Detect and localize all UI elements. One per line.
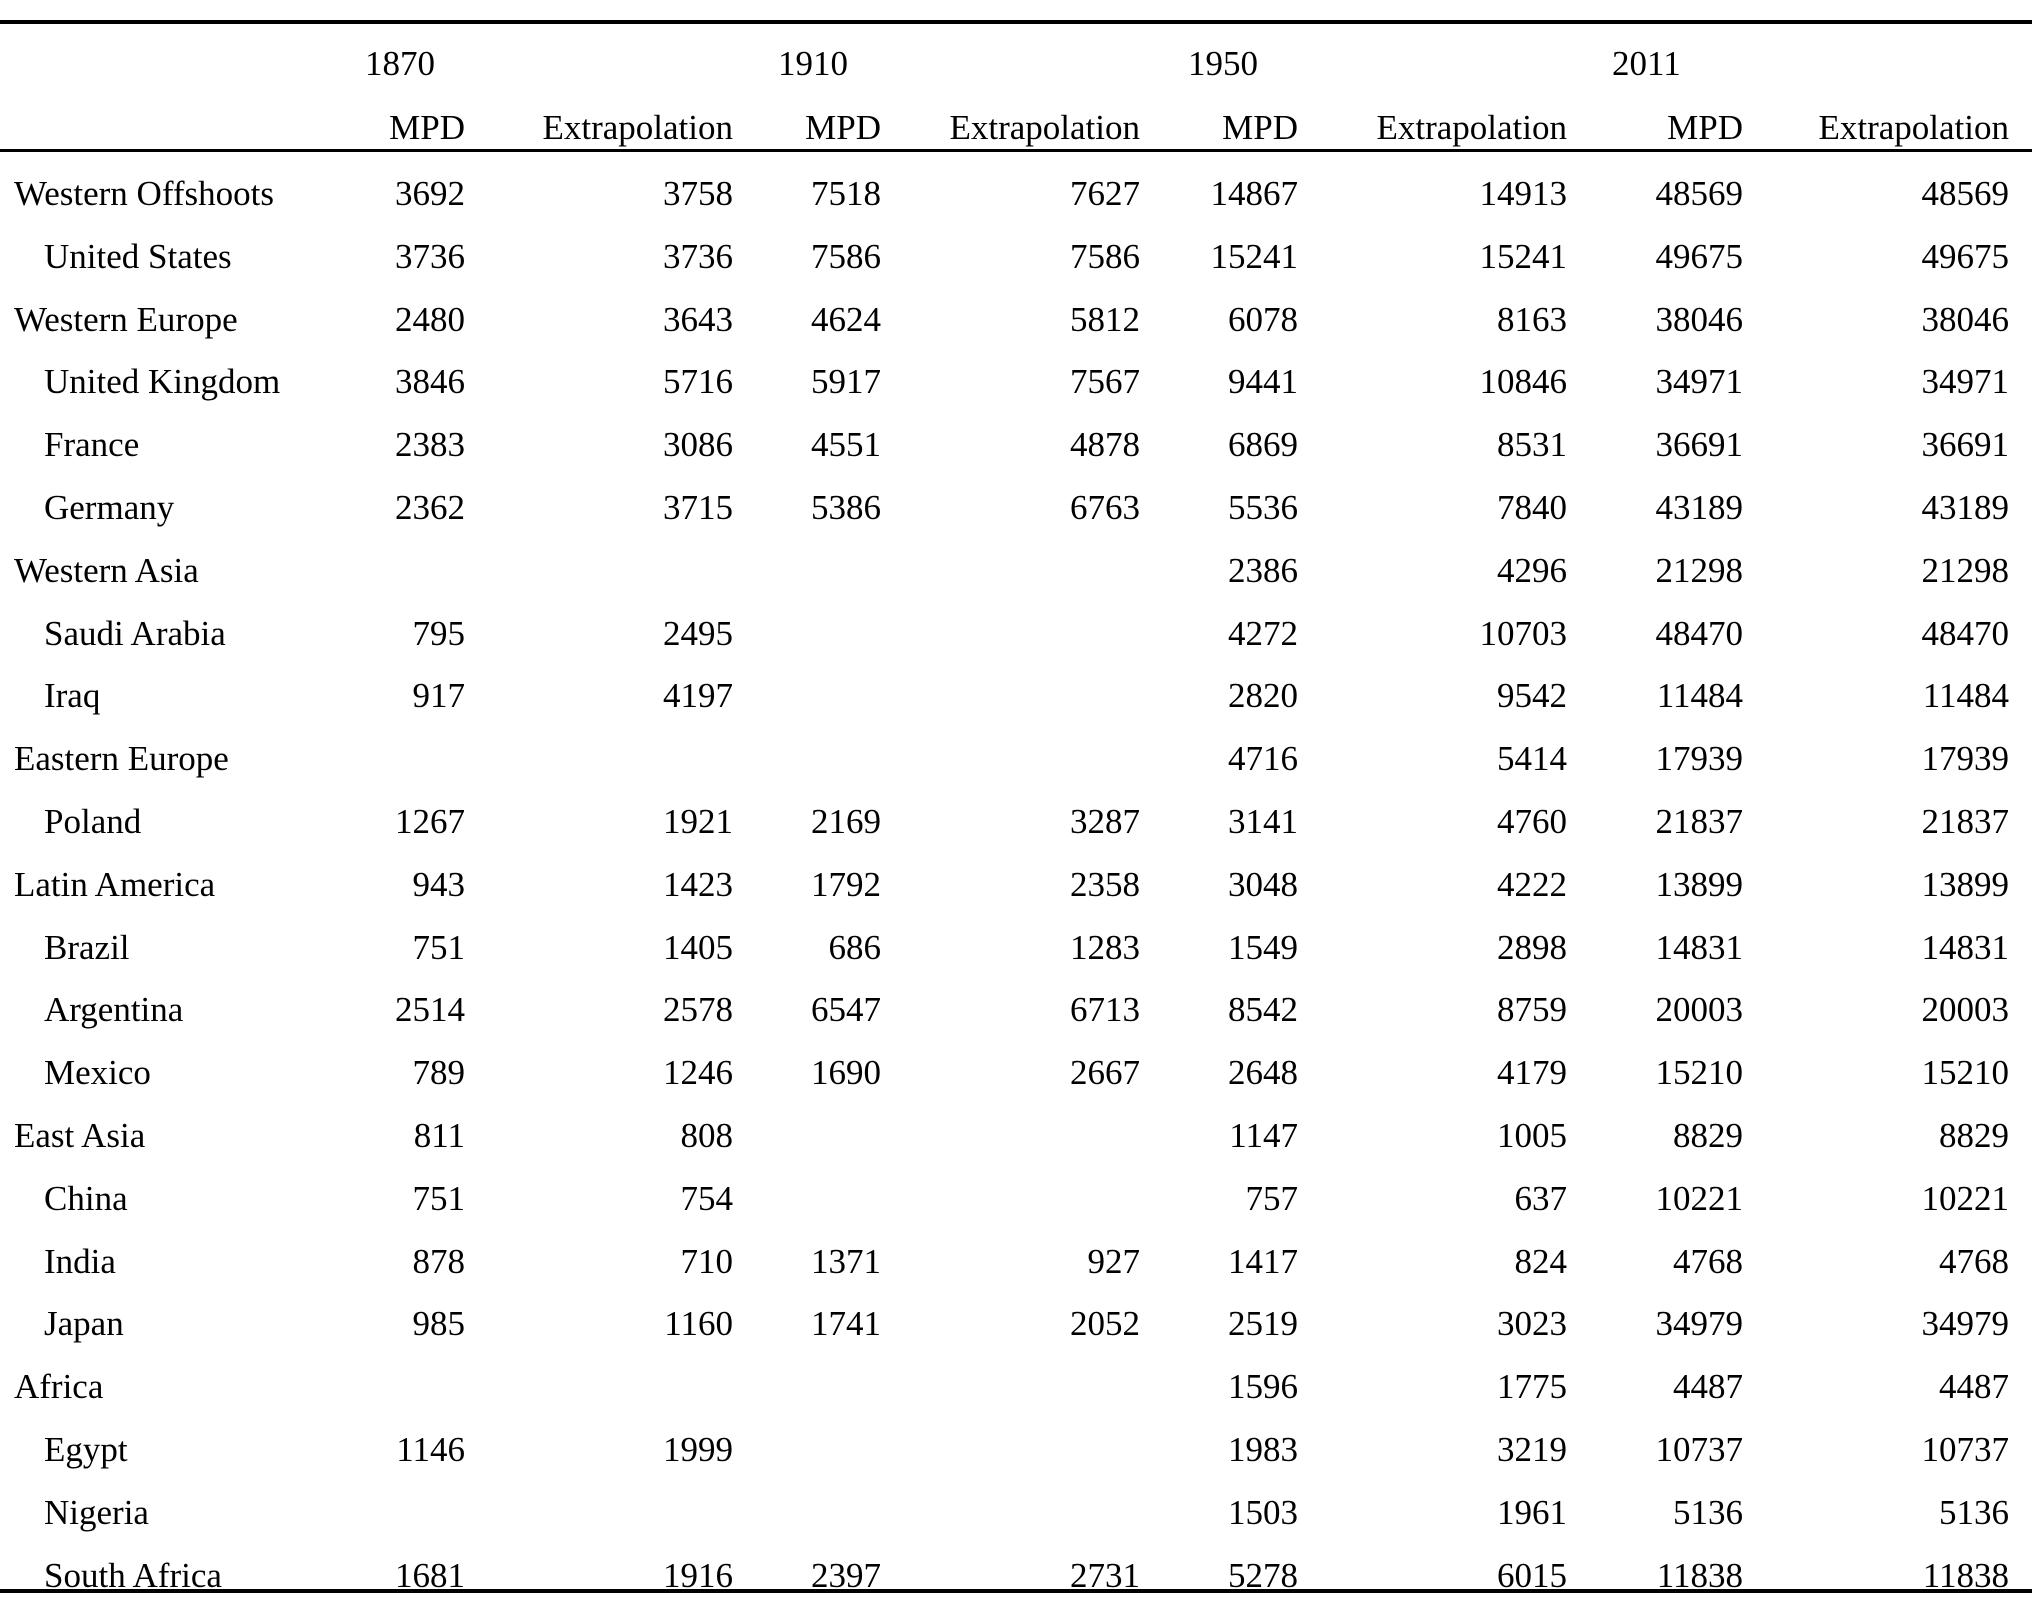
table-cell: 7567 — [1070, 362, 1140, 401]
table-cell: 1596 — [1228, 1367, 1298, 1406]
table-cell: 5386 — [811, 488, 881, 527]
table-cell: 7586 — [811, 237, 881, 276]
top-rule — [0, 20, 2032, 24]
table-cell: 20003 — [1655, 990, 1743, 1029]
column-subheader: Extrapolation — [949, 108, 1140, 147]
table-cell: 48569 — [1921, 174, 2009, 213]
table-cell: 6015 — [1497, 1556, 1567, 1595]
table-cell: 3692 — [395, 174, 465, 213]
table-cell: 3715 — [663, 488, 733, 527]
table-cell: 6547 — [811, 990, 881, 1029]
table-cell: 6078 — [1228, 300, 1298, 339]
country-label: France — [44, 425, 140, 464]
table-cell: 1775 — [1497, 1367, 1567, 1406]
table-cell: 3023 — [1497, 1304, 1567, 1343]
country-label: India — [44, 1242, 116, 1281]
table-cell: 10703 — [1479, 614, 1567, 653]
table-cell: 34971 — [1655, 362, 1743, 401]
table-cell: 20003 — [1921, 990, 2009, 1029]
table-cell: 38046 — [1655, 300, 1743, 339]
country-label: Argentina — [44, 990, 184, 1029]
table-cell: 14867 — [1210, 174, 1298, 213]
table-cell: 2731 — [1070, 1556, 1140, 1595]
table-cell: 1503 — [1228, 1493, 1298, 1532]
table-cell: 48470 — [1655, 614, 1743, 653]
table-cell: 3287 — [1070, 802, 1140, 841]
column-subheader: MPD — [1222, 108, 1298, 147]
year-header: 2011 — [1612, 44, 1681, 83]
country-label: Mexico — [44, 1053, 151, 1092]
table-cell: 36691 — [1921, 425, 2009, 464]
table-cell: 4878 — [1070, 425, 1140, 464]
column-subheader: Extrapolation — [542, 108, 733, 147]
table-cell: 21298 — [1655, 551, 1743, 590]
table-cell: 5536 — [1228, 488, 1298, 527]
table-cell: 2667 — [1070, 1053, 1140, 1092]
table-cell: 1983 — [1228, 1430, 1298, 1469]
country-label: Germany — [44, 488, 175, 527]
table-cell: 3736 — [395, 237, 465, 276]
table-cell: 8531 — [1497, 425, 1567, 464]
table-cell: 21837 — [1921, 802, 2009, 841]
table-cell: 824 — [1514, 1242, 1567, 1281]
table-cell: 2358 — [1070, 865, 1140, 904]
region-label: Eastern Europe — [14, 739, 229, 778]
country-label: Brazil — [44, 928, 130, 967]
table-cell: 789 — [412, 1053, 465, 1092]
table-cell: 1147 — [1229, 1116, 1298, 1155]
column-subheader: MPD — [805, 108, 881, 147]
table-cell: 8829 — [1939, 1116, 2009, 1155]
table-cell: 8542 — [1228, 990, 1298, 1029]
year-header: 1870 — [365, 44, 435, 83]
table-cell: 754 — [680, 1179, 733, 1218]
table-cell: 2495 — [663, 614, 733, 653]
table-cell: 2648 — [1228, 1053, 1298, 1092]
country-label: Nigeria — [44, 1493, 149, 1532]
table-cell: 34979 — [1655, 1304, 1743, 1343]
table-cell: 2052 — [1070, 1304, 1140, 1343]
table-cell: 4551 — [811, 425, 881, 464]
table-cell: 2578 — [663, 990, 733, 1029]
region-label: Latin America — [14, 865, 216, 904]
table-cell: 10737 — [1655, 1430, 1743, 1469]
table-cell: 7518 — [811, 174, 881, 213]
table-cell: 2362 — [395, 488, 465, 527]
table-cell: 1371 — [811, 1242, 881, 1281]
table-cell: 1417 — [1228, 1242, 1298, 1281]
column-subheader: MPD — [1667, 108, 1743, 147]
table-cell: 5278 — [1228, 1556, 1298, 1595]
table-cell: 1741 — [811, 1304, 881, 1343]
table-cell: 1405 — [663, 928, 733, 967]
table-cell: 4768 — [1673, 1242, 1743, 1281]
table-cell: 43189 — [1921, 488, 2009, 527]
table-cell: 1246 — [663, 1053, 733, 1092]
table-cell: 49675 — [1921, 237, 2009, 276]
table-cell: 808 — [680, 1116, 733, 1155]
table-cell: 17939 — [1655, 739, 1743, 778]
table-cell: 48569 — [1655, 174, 1743, 213]
table-cell: 1681 — [395, 1556, 465, 1595]
table-cell: 15210 — [1655, 1053, 1743, 1092]
table-cell: 34979 — [1921, 1304, 2009, 1343]
table-cell: 6713 — [1070, 990, 1140, 1029]
region-label: Africa — [14, 1367, 104, 1406]
table-cell: 15241 — [1210, 237, 1298, 276]
table-cell: 1999 — [663, 1430, 733, 1469]
table-cell: 4487 — [1939, 1367, 2009, 1406]
table-cell: 2386 — [1228, 551, 1298, 590]
table-cell: 4768 — [1939, 1242, 2009, 1281]
country-label: United Kingdom — [44, 362, 281, 401]
country-label: China — [44, 1179, 128, 1218]
table-cell: 3086 — [663, 425, 733, 464]
table-cell: 1160 — [664, 1304, 733, 1343]
table-cell: 3758 — [663, 174, 733, 213]
table-cell: 2514 — [395, 990, 465, 1029]
table-cell: 38046 — [1921, 300, 2009, 339]
table-cell: 2898 — [1497, 928, 1567, 967]
table-cell: 2480 — [395, 300, 465, 339]
table-cell: 757 — [1245, 1179, 1298, 1218]
table-cell: 7586 — [1070, 237, 1140, 276]
table-cell: 36691 — [1655, 425, 1743, 464]
table-cell: 943 — [412, 865, 465, 904]
table-cell: 751 — [412, 1179, 465, 1218]
table-cell: 10221 — [1921, 1179, 2009, 1218]
table-cell: 48470 — [1921, 614, 2009, 653]
table-cell: 13899 — [1921, 865, 2009, 904]
table-cell: 4716 — [1228, 739, 1298, 778]
table-cell: 3643 — [663, 300, 733, 339]
table-cell: 8829 — [1673, 1116, 1743, 1155]
table-cell: 13899 — [1655, 865, 1743, 904]
table-cell: 3219 — [1497, 1430, 1567, 1469]
table-cell: 4296 — [1497, 551, 1567, 590]
table-cell: 985 — [412, 1304, 465, 1343]
table-cell: 4487 — [1673, 1367, 1743, 1406]
table-cell: 1916 — [663, 1556, 733, 1595]
region-label: East Asia — [14, 1116, 146, 1155]
table-cell: 4179 — [1497, 1053, 1567, 1092]
table-cell: 751 — [412, 928, 465, 967]
table-cell: 1792 — [811, 865, 881, 904]
table-cell: 11484 — [1922, 676, 2009, 715]
region-label: Western Asia — [14, 551, 199, 590]
table-cell: 2383 — [395, 425, 465, 464]
table-cell: 710 — [680, 1242, 733, 1281]
table-cell: 21298 — [1921, 551, 2009, 590]
table-cell: 2519 — [1228, 1304, 1298, 1343]
country-label: Egypt — [44, 1430, 128, 1469]
table-cell: 1549 — [1228, 928, 1298, 967]
country-label: United States — [44, 237, 232, 276]
table-cell: 4272 — [1228, 614, 1298, 653]
table-cell: 11838 — [1656, 1556, 1743, 1595]
table-cell: 15241 — [1479, 237, 1567, 276]
table-cell: 9441 — [1228, 362, 1298, 401]
region-label: Western Offshoots — [14, 174, 274, 213]
table-cell: 7840 — [1497, 488, 1567, 527]
year-header: 1950 — [1188, 44, 1258, 83]
table-cell: 3048 — [1228, 865, 1298, 904]
country-label: Saudi Arabia — [44, 614, 226, 653]
table-cell: 14913 — [1479, 174, 1567, 213]
table-cell: 34971 — [1921, 362, 2009, 401]
table-cell: 2397 — [811, 1556, 881, 1595]
table-cell: 10221 — [1655, 1179, 1743, 1218]
table-cell: 8759 — [1497, 990, 1567, 1029]
table-cell: 795 — [412, 614, 465, 653]
table-cell: 1267 — [395, 802, 465, 841]
country-label: South Africa — [44, 1556, 222, 1595]
table-cell: 4222 — [1497, 865, 1567, 904]
table-cell: 811 — [413, 1116, 465, 1155]
table-cell: 7627 — [1070, 174, 1140, 213]
country-label: Japan — [44, 1304, 124, 1343]
table-cell: 878 — [412, 1242, 465, 1281]
table-cell: 1005 — [1497, 1116, 1567, 1155]
table-cell: 5812 — [1070, 300, 1140, 339]
table-cell: 5136 — [1939, 1493, 2009, 1532]
table-cell: 5716 — [663, 362, 733, 401]
table-cell: 1146 — [396, 1430, 465, 1469]
table-cell: 1690 — [811, 1053, 881, 1092]
table-cell: 1283 — [1070, 928, 1140, 967]
table-cell: 49675 — [1655, 237, 1743, 276]
table-cell: 15210 — [1921, 1053, 2009, 1092]
table-cell: 2820 — [1228, 676, 1298, 715]
table-cell: 11484 — [1656, 676, 1743, 715]
table-cell: 43189 — [1655, 488, 1743, 527]
table-cell: 3846 — [395, 362, 465, 401]
table-cell: 5917 — [811, 362, 881, 401]
table-cell: 14831 — [1921, 928, 2009, 967]
table-cell: 17939 — [1921, 739, 2009, 778]
table-cell: 686 — [828, 928, 881, 967]
column-subheader: MPD — [389, 108, 465, 147]
table-cell: 1961 — [1497, 1493, 1567, 1532]
table-cell: 4624 — [811, 300, 881, 339]
table-cell: 8163 — [1497, 300, 1567, 339]
table-cell: 10846 — [1479, 362, 1567, 401]
table-cell: 14831 — [1655, 928, 1743, 967]
table-cell: 4197 — [663, 676, 733, 715]
region-label: Western Europe — [14, 300, 238, 339]
table-cell: 1921 — [663, 802, 733, 841]
country-label: Iraq — [44, 676, 101, 715]
table-cell: 6763 — [1070, 488, 1140, 527]
table-cell: 3141 — [1228, 802, 1298, 841]
table-cell: 9542 — [1497, 676, 1567, 715]
table-cell: 5414 — [1497, 739, 1567, 778]
table-cell: 917 — [412, 676, 465, 715]
table-cell: 21837 — [1655, 802, 1743, 841]
table-cell: 5136 — [1673, 1493, 1743, 1532]
table-cell: 3736 — [663, 237, 733, 276]
table-cell: 11838 — [1922, 1556, 2009, 1595]
table-cell: 6869 — [1228, 425, 1298, 464]
table-cell: 2169 — [811, 802, 881, 841]
table-cell: 927 — [1087, 1242, 1140, 1281]
table-cell: 4760 — [1497, 802, 1567, 841]
column-subheader: Extrapolation — [1818, 108, 2009, 147]
table-cell: 1423 — [663, 865, 733, 904]
year-header: 1910 — [778, 44, 848, 83]
column-subheader: Extrapolation — [1376, 108, 1567, 147]
table-cell: 10737 — [1921, 1430, 2009, 1469]
country-label: Poland — [44, 802, 142, 841]
table-cell: 637 — [1514, 1179, 1567, 1218]
